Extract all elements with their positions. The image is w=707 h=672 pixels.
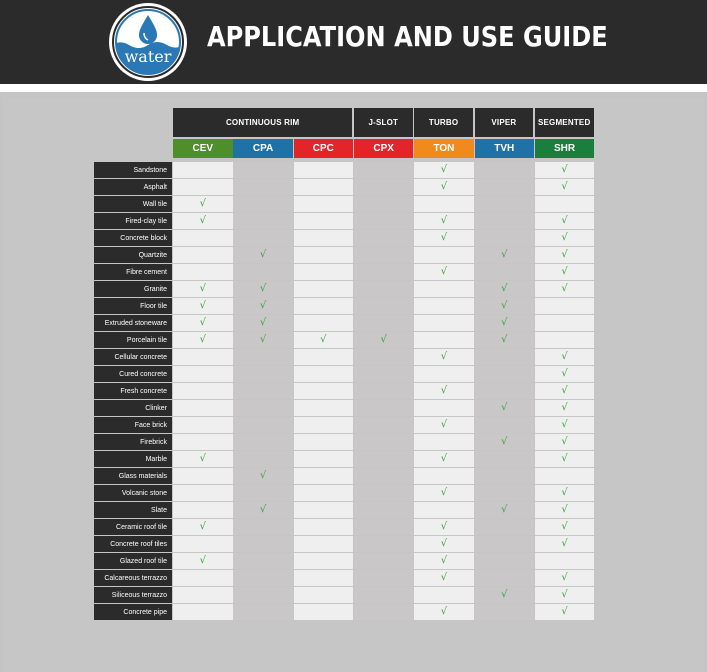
check-mark-icon: √ — [501, 249, 508, 260]
row-label: Volcanic stone — [94, 485, 172, 501]
row-label: Fibre cement — [94, 264, 172, 280]
table-cell — [173, 349, 233, 365]
table-cell — [173, 366, 233, 382]
table-cell — [294, 417, 354, 433]
row-label: Wall tile — [94, 196, 172, 212]
table-cell — [233, 400, 293, 416]
table-cell — [475, 383, 535, 399]
check-mark-icon: √ — [440, 164, 448, 175]
table-cell — [535, 519, 595, 535]
row-label: Extruded stoneware — [94, 315, 172, 331]
row-label: Sandstone — [94, 162, 172, 178]
table-cell — [173, 230, 233, 246]
table-cell — [414, 570, 474, 586]
table-cell — [294, 366, 354, 382]
table-cell — [354, 553, 414, 569]
check-mark-icon: √ — [501, 283, 508, 294]
table-cell — [294, 502, 354, 518]
table-cell — [475, 604, 535, 620]
check-mark-icon: √ — [561, 181, 568, 192]
check-mark-icon: √ — [440, 487, 448, 498]
table-cell — [233, 247, 293, 263]
table-cell — [475, 417, 535, 433]
logo-text: water — [124, 47, 172, 66]
table-cell — [414, 383, 474, 399]
water-logo — [109, 3, 187, 81]
table-cell — [475, 519, 535, 535]
table-cell — [354, 298, 414, 314]
table-cell — [233, 587, 293, 603]
check-mark-icon: √ — [561, 368, 568, 379]
check-mark-icon: √ — [259, 300, 267, 311]
table-cell — [354, 196, 414, 212]
row-label: Cellular concrete — [94, 349, 172, 365]
table-cell — [535, 230, 595, 246]
table-cell — [475, 230, 535, 246]
table-cell — [354, 213, 414, 229]
check-mark-icon: √ — [501, 317, 508, 328]
check-mark-icon: √ — [501, 402, 508, 413]
check-mark-icon: √ — [440, 419, 448, 430]
table-cell — [294, 536, 354, 552]
table-cell — [354, 468, 414, 484]
table-cell — [173, 179, 233, 195]
table-cell — [354, 434, 414, 450]
table-cell — [414, 536, 474, 552]
table-cell — [414, 434, 474, 450]
check-mark-icon: √ — [501, 334, 508, 345]
table-cell — [354, 570, 414, 586]
check-mark-icon: √ — [199, 215, 206, 226]
table-cell — [414, 213, 474, 229]
table-cell — [354, 264, 414, 280]
table-cell — [535, 570, 595, 586]
table-cell — [475, 332, 535, 348]
table-cell — [414, 179, 474, 195]
table-cell — [354, 519, 414, 535]
row-label: Firebrick — [94, 434, 172, 450]
table-cell — [173, 417, 233, 433]
table-cell — [414, 247, 474, 263]
table-cell — [354, 604, 414, 620]
table-cell — [535, 366, 595, 382]
check-mark-icon: √ — [561, 419, 568, 430]
table-cell — [354, 383, 414, 399]
page-header — [0, 0, 707, 84]
check-mark-icon: √ — [440, 181, 448, 192]
column-code-cev: CEV — [173, 139, 233, 158]
check-mark-icon: √ — [199, 453, 206, 464]
table-cell — [233, 451, 293, 467]
table-cell — [354, 349, 414, 365]
table-cell — [475, 196, 535, 212]
table-cell — [173, 247, 233, 263]
row-label: Porcelain tile — [94, 332, 172, 348]
check-mark-icon: √ — [561, 351, 568, 362]
table-cell — [233, 536, 293, 552]
table-cell — [173, 315, 233, 331]
table-cell — [475, 451, 535, 467]
table-cell — [294, 162, 354, 178]
table-cell — [535, 502, 595, 518]
table-cell — [535, 604, 595, 620]
table-cell — [354, 587, 414, 603]
table-cell — [173, 553, 233, 569]
table-cell — [294, 179, 354, 195]
group-header: TURBO — [414, 108, 473, 137]
check-mark-icon: √ — [561, 385, 568, 396]
table-cell — [233, 264, 293, 280]
page-title: APPLICATION AND USE GUIDE — [207, 20, 608, 53]
table-cell — [535, 179, 595, 195]
table-cell — [294, 264, 354, 280]
table-cell — [233, 502, 293, 518]
table-cell — [354, 315, 414, 331]
row-label: Face brick — [94, 417, 172, 433]
check-mark-icon: √ — [199, 283, 206, 294]
table-cell — [475, 315, 535, 331]
table-cell — [294, 519, 354, 535]
table-cell — [475, 553, 535, 569]
table-cell — [535, 485, 595, 501]
table-cell — [414, 366, 474, 382]
table-cell — [354, 502, 414, 518]
table-cell — [173, 213, 233, 229]
table-cell — [294, 349, 354, 365]
row-label: Clinker — [94, 400, 172, 416]
check-mark-icon: √ — [501, 300, 508, 311]
table-cell — [475, 536, 535, 552]
table-cell — [233, 434, 293, 450]
table-cell — [475, 281, 535, 297]
row-label: Glazed roof tile — [94, 553, 172, 569]
check-mark-icon: √ — [440, 266, 448, 277]
check-mark-icon: √ — [440, 232, 448, 243]
table-cell — [535, 281, 595, 297]
column-code-shr: SHR — [535, 139, 595, 158]
table-cell — [414, 468, 474, 484]
table-cell — [173, 451, 233, 467]
check-mark-icon: √ — [561, 402, 568, 413]
table-cell — [475, 434, 535, 450]
table-cell — [475, 587, 535, 603]
table-cell — [475, 366, 535, 382]
check-mark-icon: √ — [440, 538, 448, 549]
table-cell — [233, 298, 293, 314]
check-mark-icon: √ — [440, 351, 448, 362]
table-cell — [414, 502, 474, 518]
row-label: Concrete roof tiles — [94, 536, 172, 552]
check-mark-icon: √ — [561, 538, 568, 549]
row-label: Slate — [94, 502, 172, 518]
header-divider — [0, 84, 707, 92]
row-label: Granite — [94, 281, 172, 297]
table-cell — [535, 264, 595, 280]
table-cell — [535, 553, 595, 569]
table-cell — [354, 230, 414, 246]
row-label: Calcareous terrazzo — [94, 570, 172, 586]
check-mark-icon: √ — [561, 504, 568, 515]
table-cell — [475, 349, 535, 365]
table-cell — [414, 451, 474, 467]
table-cell — [173, 264, 233, 280]
column-code-cpc: CPC — [294, 139, 354, 158]
table-cell — [294, 485, 354, 501]
table-cell — [173, 570, 233, 586]
table-cell — [233, 162, 293, 178]
table-cell — [535, 536, 595, 552]
table-cell — [233, 196, 293, 212]
table-cell — [173, 434, 233, 450]
table-cell — [354, 536, 414, 552]
table-cell — [475, 400, 535, 416]
table-cell — [294, 570, 354, 586]
check-mark-icon: √ — [199, 198, 206, 209]
table-cell — [414, 298, 474, 314]
table-cell — [294, 298, 354, 314]
check-mark-icon: √ — [320, 334, 327, 345]
row-label: Fresh concrete — [94, 383, 172, 399]
table-cell — [414, 417, 474, 433]
check-mark-icon: √ — [199, 334, 206, 345]
check-mark-icon: √ — [259, 470, 267, 481]
table-cell — [414, 315, 474, 331]
table-cell — [414, 281, 474, 297]
table-cell — [294, 213, 354, 229]
table-cell — [354, 179, 414, 195]
row-label: Ceramic roof tile — [94, 519, 172, 535]
column-code-tvh: TVH — [475, 139, 535, 158]
table-cell — [233, 485, 293, 501]
table-cell — [294, 247, 354, 263]
column-code-cpa: CPA — [233, 139, 293, 158]
column-code-ton: TON — [414, 139, 474, 158]
table-cell — [535, 434, 595, 450]
row-label: Asphalt — [94, 179, 172, 195]
check-mark-icon: √ — [561, 283, 568, 294]
check-mark-icon: √ — [440, 453, 448, 464]
check-mark-icon: √ — [259, 283, 267, 294]
table-cell — [173, 536, 233, 552]
table-cell — [233, 519, 293, 535]
group-header: CONTINUOUS RIM — [173, 108, 352, 137]
check-mark-icon: √ — [561, 589, 568, 600]
table-cell — [414, 349, 474, 365]
table-cell — [414, 587, 474, 603]
table-cell — [233, 553, 293, 569]
table-cell — [535, 315, 595, 331]
check-mark-icon: √ — [440, 215, 448, 226]
table-cell — [233, 570, 293, 586]
table-cell — [414, 553, 474, 569]
check-mark-icon: √ — [440, 572, 448, 583]
table-cell — [233, 366, 293, 382]
check-mark-icon: √ — [561, 572, 568, 583]
table-cell — [475, 468, 535, 484]
table-cell — [535, 332, 595, 348]
table-cell — [475, 570, 535, 586]
table-cell — [535, 587, 595, 603]
table-cell — [173, 162, 233, 178]
table-cell — [535, 468, 595, 484]
check-mark-icon: √ — [561, 487, 568, 498]
table-cell — [294, 383, 354, 399]
table-cell — [233, 230, 293, 246]
table-cell — [475, 264, 535, 280]
check-mark-icon: √ — [259, 317, 267, 328]
table-cell — [535, 383, 595, 399]
table-cell — [475, 247, 535, 263]
table-cell — [354, 417, 414, 433]
table-cell — [233, 604, 293, 620]
check-mark-icon: √ — [440, 606, 448, 617]
row-label: Concrete block — [94, 230, 172, 246]
table-cell — [414, 400, 474, 416]
check-mark-icon: √ — [259, 334, 267, 345]
table-cell — [535, 162, 595, 178]
row-label: Fired-clay tile — [94, 213, 172, 229]
table-cell — [354, 451, 414, 467]
table-cell — [414, 196, 474, 212]
table-cell — [173, 502, 233, 518]
row-label: Quartzite — [94, 247, 172, 263]
table-cell — [294, 400, 354, 416]
check-mark-icon: √ — [561, 232, 568, 243]
table-cell — [535, 349, 595, 365]
check-mark-icon: √ — [501, 504, 508, 515]
row-label: Cured concrete — [94, 366, 172, 382]
check-mark-icon: √ — [440, 555, 448, 566]
group-header: J-SLOT — [354, 108, 413, 137]
check-mark-icon: √ — [501, 436, 508, 447]
table-cell — [173, 298, 233, 314]
table-cell — [233, 213, 293, 229]
table-cell — [475, 502, 535, 518]
table-cell — [173, 604, 233, 620]
row-label: Glass materials — [94, 468, 172, 484]
guide-panel — [3, 97, 704, 672]
table-cell — [354, 366, 414, 382]
table-cell — [414, 485, 474, 501]
table-cell — [233, 417, 293, 433]
check-mark-icon: √ — [440, 521, 448, 532]
check-mark-icon: √ — [259, 504, 267, 515]
check-mark-icon: √ — [440, 385, 448, 396]
table-cell — [173, 281, 233, 297]
table-cell — [535, 298, 595, 314]
water-drop-icon — [109, 3, 187, 81]
check-mark-icon: √ — [380, 334, 387, 345]
table-cell — [414, 264, 474, 280]
table-cell — [233, 179, 293, 195]
table-cell — [233, 468, 293, 484]
check-mark-icon: √ — [259, 249, 267, 260]
check-mark-icon: √ — [199, 317, 206, 328]
table-cell — [414, 162, 474, 178]
column-code-cpx: CPX — [354, 139, 414, 158]
table-cell — [535, 247, 595, 263]
table-cell — [294, 332, 354, 348]
table-cell — [233, 332, 293, 348]
table-cell — [354, 485, 414, 501]
table-cell — [414, 230, 474, 246]
table-cell — [354, 247, 414, 263]
table-cell — [294, 315, 354, 331]
table-cell — [475, 179, 535, 195]
table-cell — [294, 553, 354, 569]
check-mark-icon: √ — [561, 215, 568, 226]
table-cell — [294, 196, 354, 212]
table-cell — [354, 400, 414, 416]
table-cell — [535, 451, 595, 467]
table-cell — [294, 468, 354, 484]
table-cell — [233, 383, 293, 399]
check-mark-icon: √ — [199, 300, 206, 311]
table-cell — [233, 349, 293, 365]
table-cell — [294, 604, 354, 620]
check-mark-icon: √ — [561, 164, 568, 175]
check-mark-icon: √ — [199, 555, 206, 566]
check-mark-icon: √ — [501, 589, 508, 600]
table-cell — [475, 162, 535, 178]
row-label: Marble — [94, 451, 172, 467]
row-label: Floor tile — [94, 298, 172, 314]
table-cell — [475, 213, 535, 229]
table-cell — [535, 196, 595, 212]
table-cell — [475, 298, 535, 314]
table-cell — [294, 587, 354, 603]
row-label: Siliceous terrazzo — [94, 587, 172, 603]
table-cell — [535, 417, 595, 433]
table-cell — [294, 281, 354, 297]
row-label: Concrete pipe — [94, 604, 172, 620]
table-cell — [535, 213, 595, 229]
check-mark-icon: √ — [199, 521, 206, 532]
check-mark-icon: √ — [561, 266, 568, 277]
table-cell — [173, 468, 233, 484]
table-cell — [233, 281, 293, 297]
table-cell — [475, 485, 535, 501]
table-cell — [173, 383, 233, 399]
table-cell — [294, 451, 354, 467]
check-mark-icon: √ — [561, 606, 568, 617]
table-cell — [294, 434, 354, 450]
table-cell — [173, 196, 233, 212]
table-cell — [173, 332, 233, 348]
table-cell — [173, 485, 233, 501]
check-mark-icon: √ — [561, 453, 568, 464]
table-cell — [173, 519, 233, 535]
group-header: SEGMENTED — [535, 108, 594, 137]
table-cell — [294, 230, 354, 246]
group-header: VIPER — [475, 108, 534, 137]
check-mark-icon: √ — [561, 436, 568, 447]
table-cell — [535, 400, 595, 416]
table-cell — [354, 281, 414, 297]
table-cell — [173, 400, 233, 416]
table-cell — [414, 332, 474, 348]
table-cell — [173, 587, 233, 603]
table-cell — [354, 162, 414, 178]
table-cell — [414, 604, 474, 620]
table-cell — [414, 519, 474, 535]
table-cell — [354, 332, 414, 348]
check-mark-icon: √ — [561, 249, 568, 260]
check-mark-icon: √ — [561, 521, 568, 532]
table-cell — [233, 315, 293, 331]
